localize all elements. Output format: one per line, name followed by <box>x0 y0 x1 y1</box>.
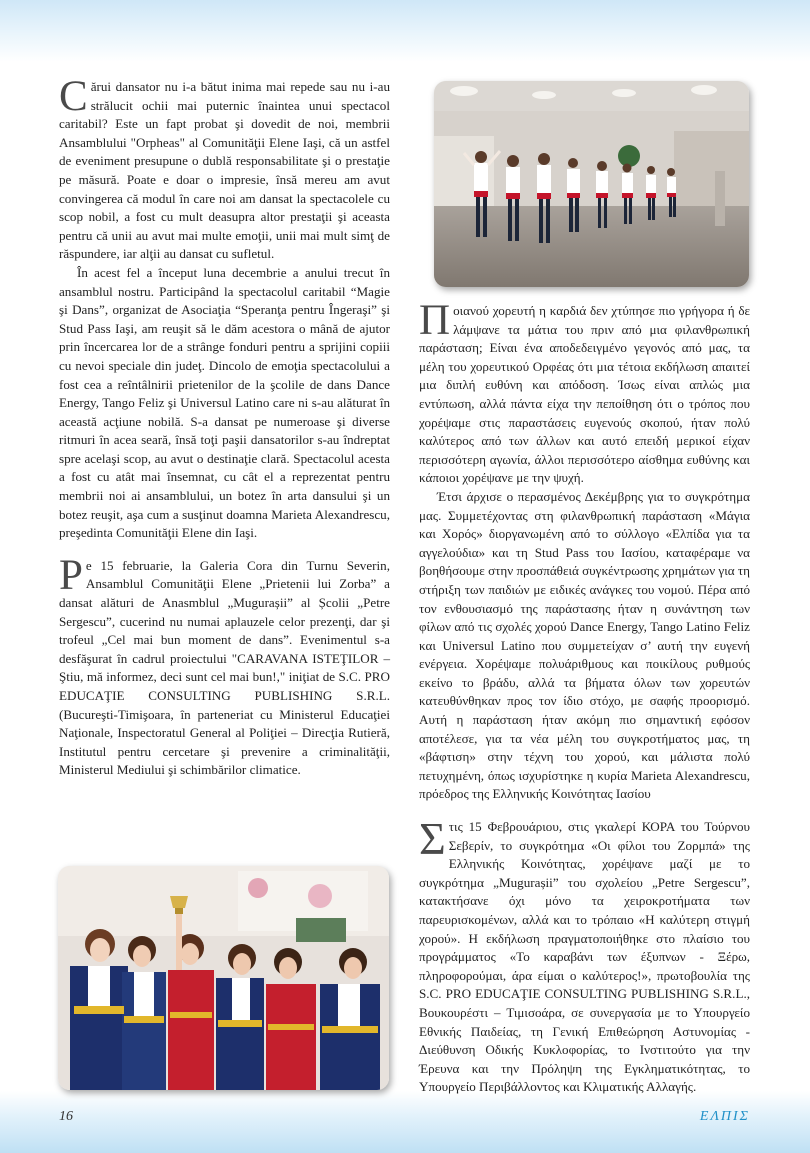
dance-performance-image <box>434 81 749 287</box>
group-trophy-image <box>58 866 389 1090</box>
paragraph-text: ărui dansator nu i-a bătut inima mai repede sau nu i-au strălucit ochii mai puternic înaintea unui spectacol caritabil? Este un fapt probat şi dovedit de noi, membrii Ansamblului "Orpheas" al Comunităţii Elene Iaşi, că un astfel de eveniment presupune o dublă responsabilitate şi o prestaţie pe măsură. Poate e doar o impresie, însă mereu am avut convingerea că modul în care noi am dansat la spectacolele cu scop nobil, a fost cu mult deasupra altor prestaţii şi aceasta pentru că unii au avut mai multe emoţii, unii mai mult simţ de răspundere, iar alţii au dansat cu sufletul. <box>59 79 390 262</box>
header-band <box>0 0 810 62</box>
dropcap: Σ <box>419 813 446 865</box>
right-article-column <box>419 297 750 1106</box>
paragraph-el-3 <box>419 813 750 1097</box>
group-trophy-photo <box>58 866 389 1090</box>
paragraph-ro-2: În acest fel a început luna decembrie a anului trecut în ansamblul nostru. Participând la spectacolul caritabil “Magie şi Dans”, organizat de Asociaţia “Speranţa pentru Îngeraşi” şi Stud Pass Iaşi, am reuşit să le dăm acestora o mână de ajutor prin încercarea lor de a strânge fonduri pentru a sprijini copiii cu nevoi speciale din judeţ. Dincolo de emoţia spectacolului a fost cea a reîntâlnirii prietenilor de la şcolile de dans Dance Energy, Tango Feliz şi Universul Latino care ni s-au alăturat în această acţiune nobilă. S-a dansat pe numeroase şi diverse ritmuri în acea seară, însă toţi paşii dansatorilor s-au îndreptat spre acelaşi scop, au avut o destinaţie clară. Spectacolul acesta a fost cu atât mai însemnat, cu cât el a reprezentat pentru membrii noi ai ansamblului, un botez în arta dansului şi un botez reuşit, aşa cum a susţinut doamna Marieta Alexandrescu, preşedinta Comunităţii Elene din Iaşi. <box>59 264 390 541</box>
dropcap: P <box>59 551 83 599</box>
paragraph-text: τις 15 Φεβρουάριου, στις γκαλερί ΚΟΡΑ του Τούρνου Σεβερίν, το συγκρότημα «Οι φίλοι του Ζορμπά» της Ελληνικής Κοινότητας, χορέψανε μαζί με το συγκρότημα „Mugurașii” του σχολείου „Petre Sergescu”, κατακτήσανε όχι μόνο τα χειροκροτήματα των παρευρισκομένων, αλλά και το τρόπαιο «Η καλύτερη στιγμή χορού». Η εκδήλωση πραγματοποιήθηκε στο πλαίσιο του προγράμματος «Το καραβάνι των έξυπνων - Ξέρω, πληροφορούμαι, άρα είμαι ο καλύτερος!», πρωτοβουλία της S.C. PRO EDUCAŢIE CONSULTING PUBLISHING S.R.L., Βουκουρέστι – Τιμισοάρα, σε συνεργασία με το Υπουργείο Εθνικής Παιδείας, τη Γενική Επιθεώρηση Αστυνομίας - Διεύθυνση Οδικής Κυκλοφορίας, το Ινστιτούτο για την Έρευνα και την Πρόληψη της Εγκληματικότητας, το Υπουργείο Περιβάλλοντος και Κλιματικής Αλλαγής. <box>419 819 750 1095</box>
page-number: 16 <box>59 1109 73 1124</box>
dropcap: C <box>59 73 88 120</box>
paragraph-text: e 15 februarie, la Galeria Cora din Turnu Severin, Ansamblul Comunităţii Elene „Prietenii lui Zorba” a dansat alături de Anasmblul „Mugurașii” al Școlii „Petre Sergescu”, cucerind nu numai aplauzele celor prezenţi, dar şi trofeul „Cel mai bun moment de dans”. Evenimentul s-a desfăşurat în cadrul proiectului "CARAVANA ISTEŢILOR – Ştiu, mă informez, deci sunt cel mai bun!," iniţiat de S.C. PRO EDUCAŢIE CONSULTING PUBLISHING S.R.L. (Bucureşti-Timişoara, în parteneriat cu Ministerul Educaţiei Naţionale, Inspectoratul General al Poliţiei – Direcţia Rutieră, Institutul pentru cercetare şi prevenire a criminalităţii, Ministerul Mediului şi schimbărilor climatice. <box>59 557 390 778</box>
paragraph-text: οιανού χορευτή η καρδιά δεν χτύπησε πιο γρήγορα ή δε λάμψανε τα μάτια του πριν από μια φιλανθρωπική παράσταση; Είναι ένα αποδεδειγμένο γεγονός από μας, τα μέλη του χορευτικού Ορφέας ότι μια τέτοια εκδήλωση απαιτεί μια διπλή ευθύνη και απόδοση. Ίσως είναι απλώς μια εντύπωση, αλλά πάντα είχα την πεποίθηση ότι ο τρόπος που χορέψαμε στις παραστάσεις ευγενούς σκοπού, ήταν πολύ καλύτερος από των άλλων και αυτό επειδή μερικοί είχαν περισσότερη αγωνία, άλλοι περισσότερο αίσθημα ευθύνης και κάποιοι χορέψανε με την ψυχή. <box>419 303 750 486</box>
paragraph-ro-3 <box>59 551 390 780</box>
paragraph-ro-1 <box>59 73 390 264</box>
dropcap: Π <box>419 297 451 344</box>
dance-performance-photo <box>434 81 749 287</box>
paragraph-el-1 <box>419 297 750 488</box>
magazine-title: ΕΛΠΙΣ <box>699 1109 750 1124</box>
left-article-column <box>59 73 390 789</box>
paragraph-el-2: Έτσι άρχισε ο περασμένος Δεκέμβρης για το συγκρότημα μας. Συμμετέχοντας στη φιλανθρωπική παράσταση «Μάγια και Χορός» διοργανωμένη από το σύλλογο «Ελπίδα για τα αγγελούδια» και τη Stud Pass του Ιασίου, καταφέραμε να βοηθήσουμε στην προσπάθειά συγκέντρωσης χρημάτων για τη στήριξη των παιδιών με ειδικές ανάγκες του νομού. Πέρα από τον ενθουσιασμό της παράστασης ήταν η συνάντηση των φίλων από τις σχολές χορού Dance Energy, Tango Latino Feliz και Universul Latino που συμμετείχαν σ’ αυτή την ευγενή ενέργεια. Χορέψαμε πολυάριθμους και ποικίλους ρυθμούς εκείνο το βράδυ, αλλά τα βήματα όλων των χορευτών κατευθύνθηκαν προς τον ίδιο στόχο, με σαφής προορισμό. Αυτή η παράσταση ήταν ακόμη πιο σημαντική εφόσον αποτέλεσε, για τα νέα μέλη του συγκροτήματος μας, τη «βάφτιση» στην τέχνη του χορού, και μάλιστα πολύ πετυχημένη, όπως ισχυρίστηκε η κυρία Marieta Alexandrescu, πρόεδρος της Ελληνικής Κοινότητας Ιασίου <box>419 488 750 802</box>
